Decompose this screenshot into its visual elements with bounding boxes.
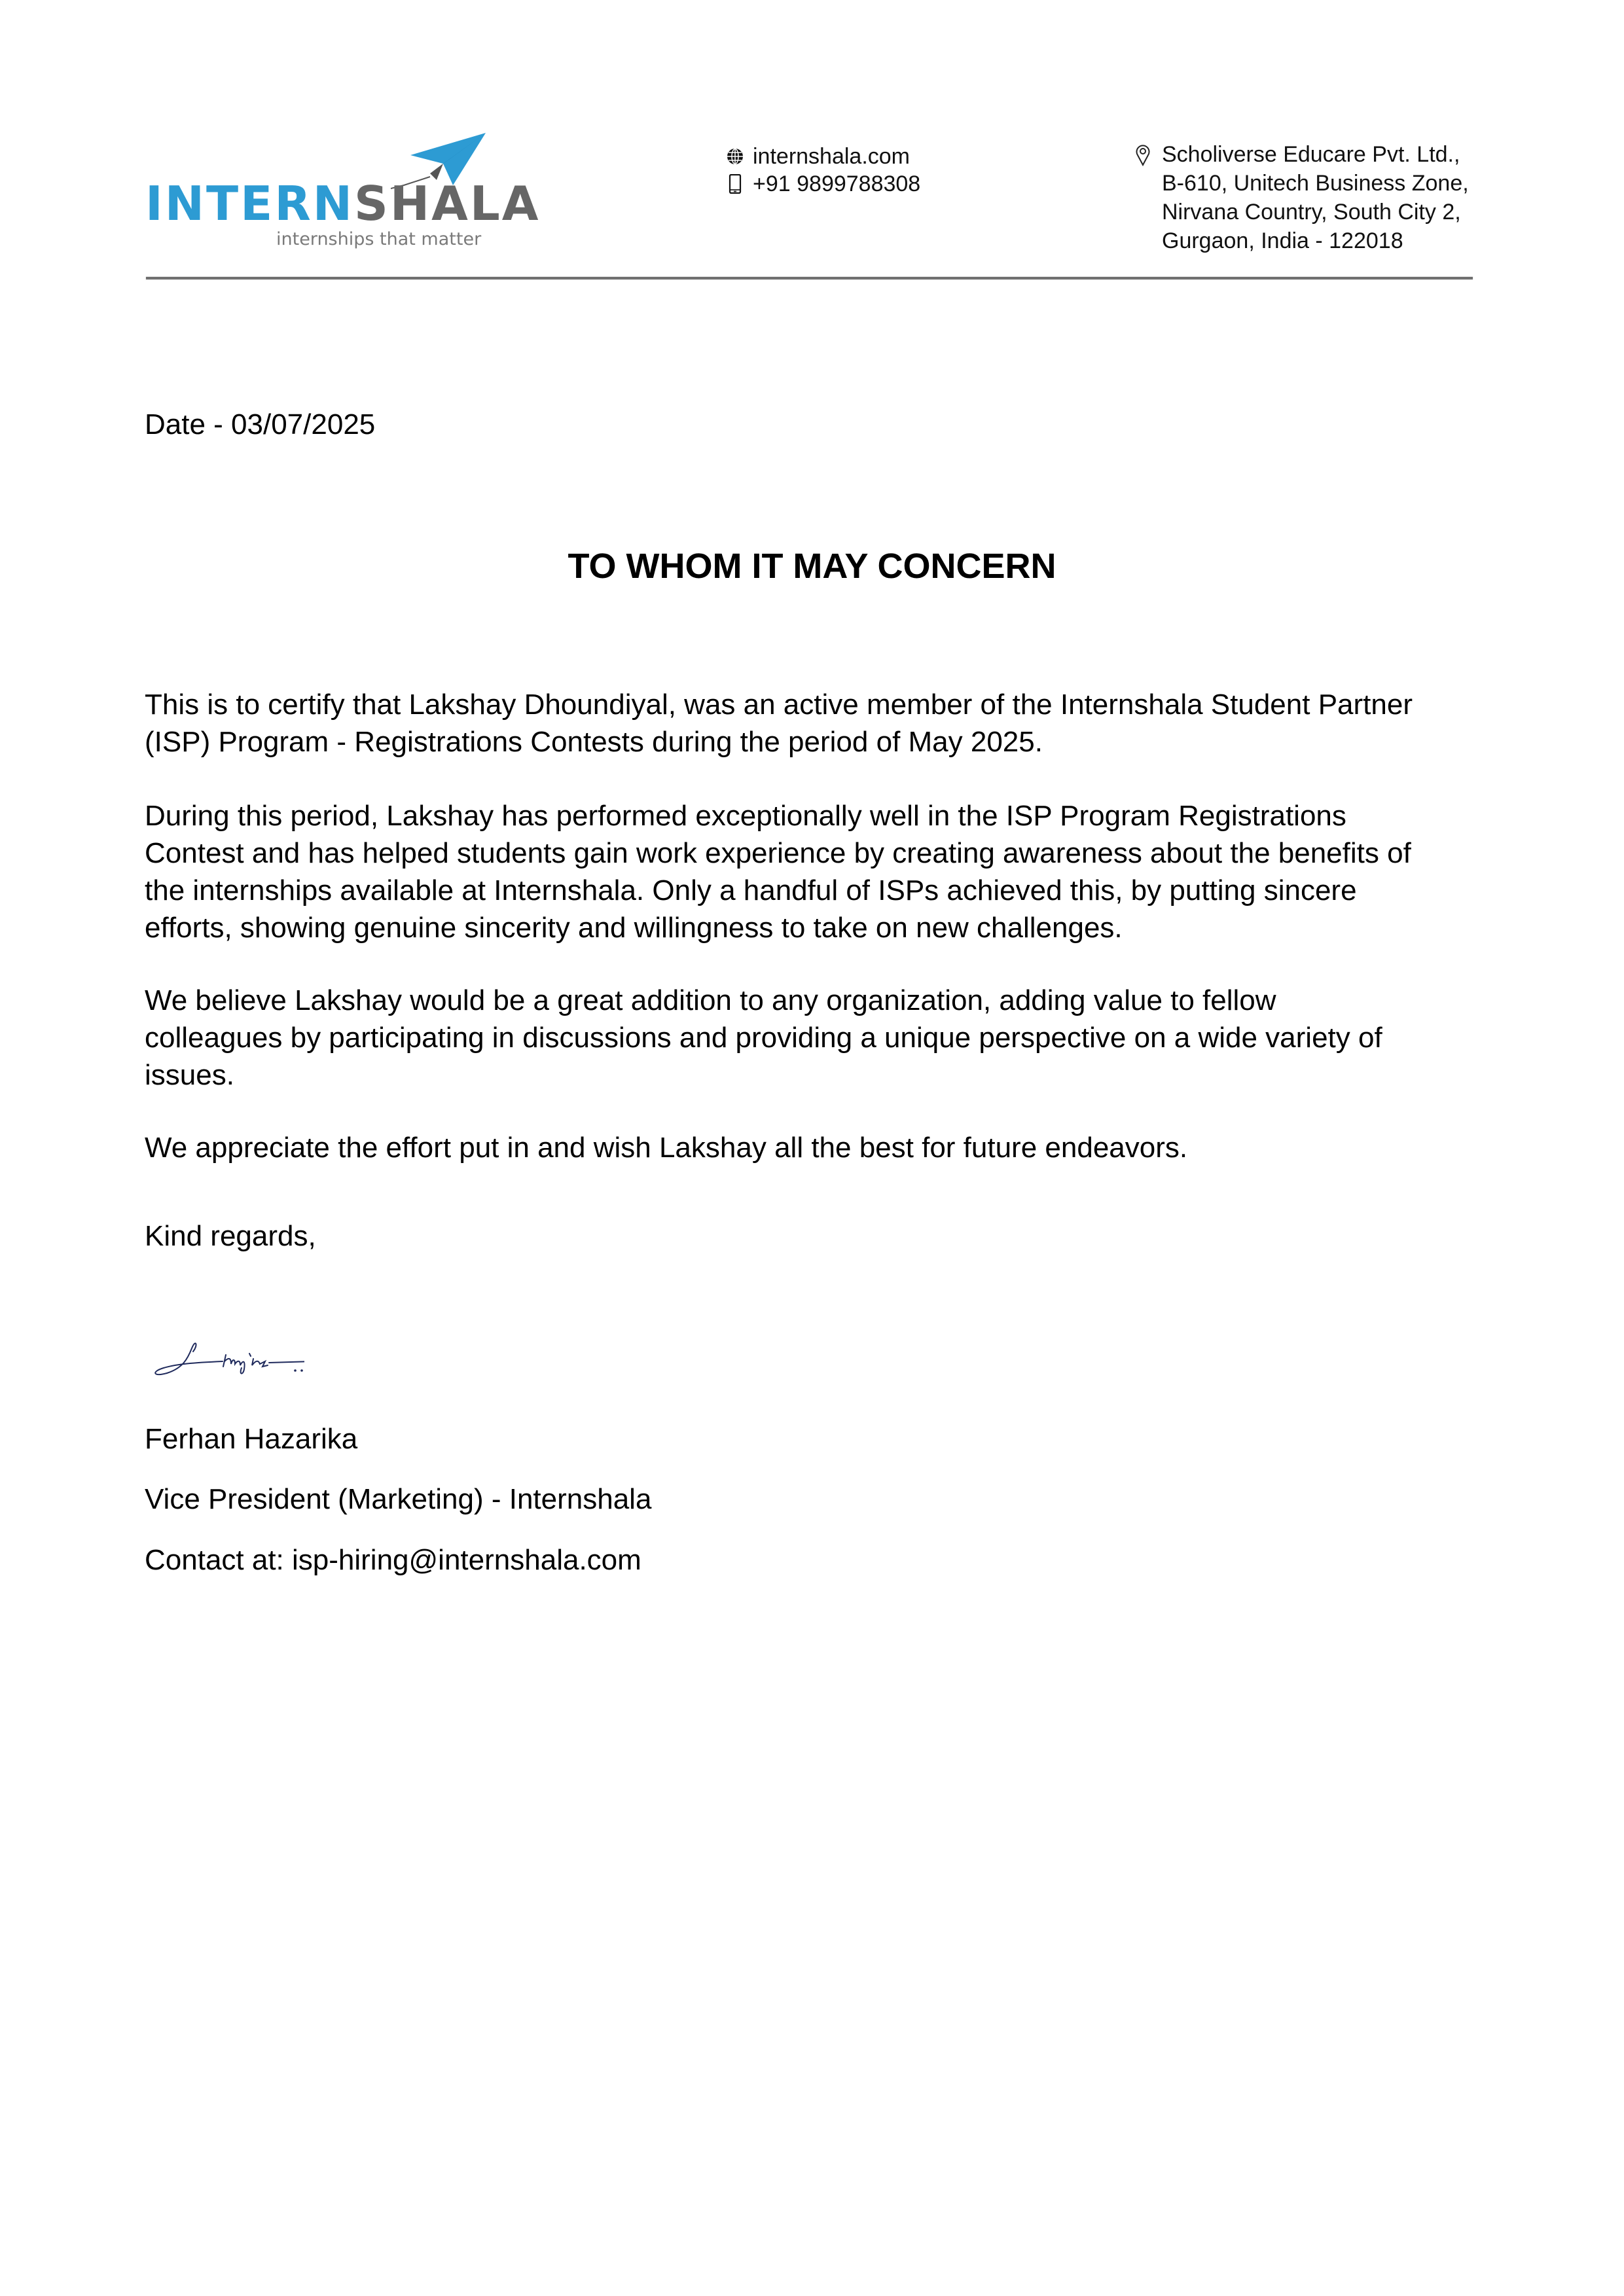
mobile-phone-icon [727,174,744,194]
signer-name: Ferhan Hazarika [145,1423,358,1455]
paragraph-recommendation [145,982,1487,1094]
paragraph-line: We believe Lakshay would be a great addition to any organization, adding value to fellow [145,984,1276,1016]
phone-row [727,170,920,198]
website-row [727,143,920,170]
website-link[interactable]: internshala.com [753,144,911,169]
paragraph-line: (ISP) Program - Registrations Contests during the period of May 2025. [145,726,1043,758]
paragraph-line: issues. [145,1059,234,1091]
paragraph-line: the internships available at Internshala. Only a handful of ISPs achieved this, by putting sincere [145,874,1357,906]
contact-info [727,143,920,198]
logo-word-shala: SHALA [354,176,541,231]
globe-icon [727,147,744,166]
address-line: Nirvana Country, South City 2, [1162,200,1461,224]
paragraph-line: Contest and has helped students gain work experience by creating awareness about the benefits of [145,837,1411,869]
paragraph-performance [145,797,1487,946]
paragraph-line: This is to certify that Lakshay Dhoundiyal, was an active member of the Internshala Student Partner [145,689,1413,721]
paragraph-appreciation [145,1129,1487,1166]
address-line: Scholiverse Educare Pvt. Ltd., [1162,142,1460,167]
signer-title: Vice President (Marketing) - Internshala [145,1483,652,1515]
paragraph-line: We appreciate the effort put in and wish Lakshay all the best for future endeavors. [145,1132,1188,1164]
paragraph-line: efforts, showing genuine sincerity and willingness to take on new challenges. [145,912,1123,944]
paragraph-line: colleagues by participating in discussions and providing a unique perspective on a wide variety of [145,1022,1382,1054]
letter-heading: TO WHOM IT MAY CONCERN [568,547,1056,586]
internshala-logo [145,128,541,249]
letter-date: Date - 03/07/2025 [145,408,376,440]
logo-tagline: internships that matter [276,229,482,249]
address-line: Gurgaon, India - 122018 [1162,228,1403,253]
address-line: B-610, Unitech Business Zone, [1162,171,1469,196]
address-lines [1162,140,1469,255]
company-address [1136,140,1469,255]
signature-image [147,1329,304,1388]
header-divider [146,277,1473,279]
paragraph-line: During this period, Lakshay has performed exceptionally well in the ISP Program Registrations [145,800,1346,832]
closing-salutation: Kind regards, [145,1220,316,1252]
phone-number: +91 9899788308 [753,171,921,196]
logo-wordmark [145,176,541,231]
location-pin-icon [1136,144,1150,166]
paragraph-certification [145,686,1487,761]
logo-word-intern: INTERN [145,176,355,231]
signer-contact-email[interactable]: Contact at: isp-hiring@internshala.com [145,1544,641,1576]
